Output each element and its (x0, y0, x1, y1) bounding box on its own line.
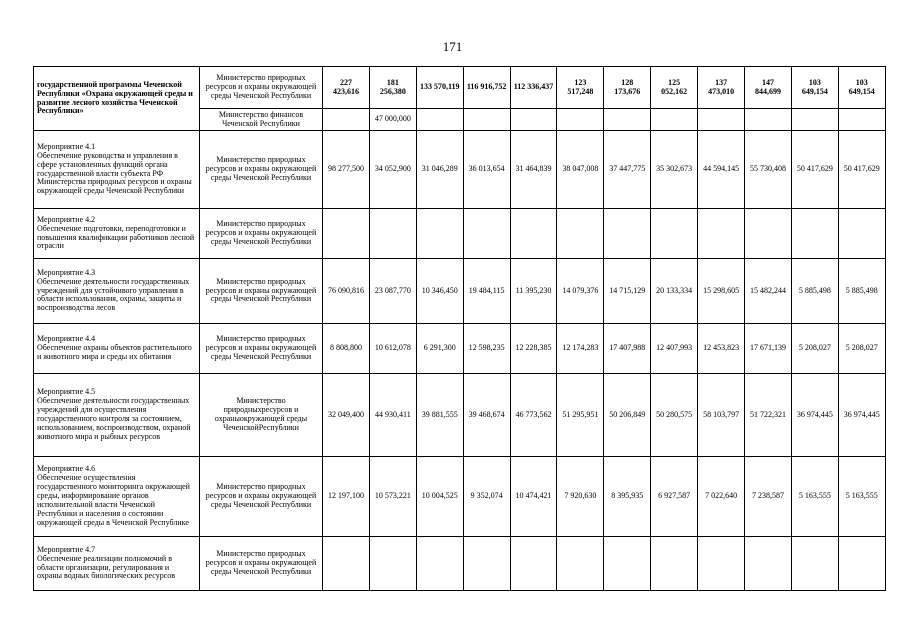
activity-row (34, 457, 886, 537)
executor-cell: Министерство природных ресурсов и охраны окружающей среды Чеченской Республики (200, 324, 323, 374)
value-cell: 39 881,555 (416, 374, 463, 457)
value-cell (416, 109, 463, 131)
value-cell (463, 109, 510, 131)
executor-cell: Министерство природных ресурсов и охраны окружающей среды Чеченской Республики (200, 209, 323, 259)
value-cell: 12 228,385 (510, 324, 557, 374)
activity-name-cell (34, 537, 200, 591)
value-cell (369, 537, 416, 591)
value-cell: 51 295,951 (557, 374, 604, 457)
activity-description: Обеспечение деятельности государственных учреждений для осуществления государственного контроля за состоянием, использованием, воспроизводством, охраной животного мира и рыбных ресурсов (37, 396, 191, 441)
executor-cell: Министерство природных ресурсов и охраны окружающей среды Чеченской Республики (200, 67, 323, 109)
value-cell: 9 352,074 (463, 457, 510, 537)
value-cell: 17 407,988 (604, 324, 651, 374)
value-cell: 50 280,575 (651, 374, 698, 457)
value-cell: 46 773,562 (510, 374, 557, 457)
executor-cell: Министерство природных ресурсов и охраны окружающей среды Чеченской Республики (200, 537, 323, 591)
value-cell (651, 209, 698, 259)
value-cell: 7 238,587 (745, 457, 792, 537)
page-number: 171 (442, 39, 463, 54)
value-cell (604, 537, 651, 591)
value-cell: 8 395,935 (604, 457, 651, 537)
activity-row (34, 259, 886, 324)
value-cell: 20 133,334 (651, 259, 698, 324)
value-cell: 112 336,437 (510, 67, 557, 109)
activity-title: Мероприятие 4.7 (37, 544, 96, 554)
program-name-cell: государственной программы Чеченской Республики «Охрана окружающей среды и развитие лесного хозяйства Чеченской Республики» (34, 67, 200, 131)
value-cell: 31 046,289 (416, 131, 463, 209)
activity-row (34, 209, 886, 259)
value-cell: 55 730,408 (745, 131, 792, 209)
value-cell: 10 004,525 (416, 457, 463, 537)
value-cell: 36 974,445 (838, 374, 885, 457)
executor-cell: Министерство природных ресурсов и охраны окружающей среды Чеченской Республики (200, 259, 323, 324)
value-cell (463, 537, 510, 591)
value-cell: 11 395,230 (510, 259, 557, 324)
value-cell: 36 013,654 (463, 131, 510, 209)
value-cell: 31 464,839 (510, 131, 557, 209)
value-cell: 5 163,555 (791, 457, 838, 537)
activity-row (34, 374, 886, 457)
value-cell (698, 209, 745, 259)
activity-title: Мероприятие 4.1 (37, 141, 96, 151)
value-cell: 10 573,221 (369, 457, 416, 537)
value-cell: 5 163,555 (838, 457, 885, 537)
value-cell: 10 474,421 (510, 457, 557, 537)
executor-cell: Министерство финансов Чеченской Республики (200, 109, 323, 131)
value-cell (698, 537, 745, 591)
activity-title: Мероприятие 4.4 (37, 334, 96, 344)
value-cell (510, 537, 557, 591)
value-cell: 15 298,605 (698, 259, 745, 324)
value-cell (745, 109, 792, 131)
value-cell: 12 407,993 (651, 324, 698, 374)
value-cell (463, 209, 510, 259)
value-cell: 128 173,676 (604, 67, 651, 109)
value-cell (651, 537, 698, 591)
value-cell (604, 209, 651, 259)
value-cell: 14 079,376 (557, 259, 604, 324)
value-cell: 7 022,640 (698, 457, 745, 537)
value-cell: 6 927,587 (651, 457, 698, 537)
value-cell (838, 209, 885, 259)
value-cell (791, 209, 838, 259)
activity-name-cell (34, 324, 200, 374)
value-cell: 7 920,630 (557, 457, 604, 537)
value-cell: 34 052,900 (369, 131, 416, 209)
activity-name-cell (34, 259, 200, 324)
activity-row (34, 324, 886, 374)
activity-description: Обеспечение охраны объектов растительного и животного мира и среды их обитания (37, 343, 192, 361)
value-cell (651, 109, 698, 131)
value-cell: 76 090,816 (323, 259, 370, 324)
value-cell (745, 537, 792, 591)
value-cell (510, 209, 557, 259)
value-cell: 116 916,752 (463, 67, 510, 109)
value-cell: 38 047,008 (557, 131, 604, 209)
value-cell (838, 537, 885, 591)
executor-cell: Министерство природных ресурсов и охраны окружающей среды Чеченской Республики (200, 457, 323, 537)
value-cell: 5 885,498 (838, 259, 885, 324)
activity-description: Обеспечение осуществления государственного мониторинга окружающей среды, информирование органов исполнительной власти Чеченской Республики и населения о состоянии окружающей среды в Чеченской Республике (37, 473, 190, 527)
value-cell: 5 208,027 (838, 324, 885, 374)
activity-name-cell (34, 131, 200, 209)
value-cell: 15 482,244 (745, 259, 792, 324)
value-cell: 147 844,699 (745, 67, 792, 109)
activity-title: Мероприятие 4.5 (37, 387, 96, 397)
value-cell: 181 256,380 (369, 67, 416, 109)
value-cell: 36 974,445 (791, 374, 838, 457)
budget-table (33, 66, 886, 591)
value-cell: 17 671,139 (745, 324, 792, 374)
activity-description: Обеспечение подготовки, переподготовки и повышения квалификации работников лесной отрасли (37, 223, 195, 251)
value-cell: 98 277,500 (323, 131, 370, 209)
value-cell (698, 109, 745, 131)
activity-description: Обеспечение реализации полномочий в области организации, регулирования и охраны водных биологических ресурсов (37, 553, 176, 581)
value-cell: 12 174,283 (557, 324, 604, 374)
value-cell: 14 715,129 (604, 259, 651, 324)
activity-title: Мероприятие 4.6 (37, 464, 96, 474)
value-cell (838, 109, 885, 131)
value-cell (323, 537, 370, 591)
value-cell (791, 109, 838, 131)
value-cell (323, 109, 370, 131)
value-cell: 125 052,162 (651, 67, 698, 109)
value-cell: 35 302,673 (651, 131, 698, 209)
value-cell: 227 423,616 (323, 67, 370, 109)
value-cell (745, 209, 792, 259)
value-cell: 137 473,010 (698, 67, 745, 109)
value-cell (791, 537, 838, 591)
value-cell (369, 209, 416, 259)
value-cell: 133 570,119 (416, 67, 463, 109)
activity-row (34, 537, 886, 591)
value-cell (557, 537, 604, 591)
value-cell: 10 612,078 (369, 324, 416, 374)
value-cell: 50 206,849 (604, 374, 651, 457)
value-cell (323, 209, 370, 259)
value-cell: 19 484,115 (463, 259, 510, 324)
activity-description: Обеспечение руководства и управления в сфере установленных функций органа государственной власти субъекта РФ Министерства природных ресурсов и охраны окружающей среды Чеченской Республики (37, 150, 192, 196)
value-cell: 44 930,411 (369, 374, 416, 457)
value-cell (510, 109, 557, 131)
value-cell: 103 649,154 (791, 67, 838, 109)
value-cell: 5 208,027 (791, 324, 838, 374)
value-cell: 5 885,498 (791, 259, 838, 324)
value-cell (557, 209, 604, 259)
value-cell: 123 517,248 (557, 67, 604, 109)
value-cell (604, 109, 651, 131)
value-cell (416, 209, 463, 259)
activity-name-cell (34, 209, 200, 259)
value-cell: 10 346,450 (416, 259, 463, 324)
value-cell: 12 197,100 (323, 457, 370, 537)
value-cell (557, 109, 604, 131)
activity-title: Мероприятие 4.3 (37, 267, 96, 277)
value-cell: 23 087,770 (369, 259, 416, 324)
value-cell: 12 453,823 (698, 324, 745, 374)
activity-name-cell (34, 457, 200, 537)
value-cell: 32 049,400 (323, 374, 370, 457)
activity-row (34, 131, 886, 209)
activity-name-cell (34, 374, 200, 457)
executor-cell: Министерство природныхресурсов и охраныокружающей среды ЧеченскойРеспублики (200, 374, 323, 457)
value-cell: 50 417,629 (838, 131, 885, 209)
value-cell: 12 598,235 (463, 324, 510, 374)
value-cell: 8 808,800 (323, 324, 370, 374)
value-cell: 50 417,629 (791, 131, 838, 209)
activity-title: Мероприятие 4.2 (37, 214, 96, 224)
value-cell: 58 103,797 (698, 374, 745, 457)
executor-cell: Министерство природных ресурсов и охраны окружающей среды Чеченской Республики (200, 131, 323, 209)
program-row (34, 67, 886, 109)
activity-description: Обеспечение деятельности государственных учреждений для устойчивого управления в области использования, охраны, защиты и воспроизводства лесов (37, 276, 190, 313)
value-cell: 47 000,000 (369, 109, 416, 131)
value-cell: 103 649,154 (838, 67, 885, 109)
value-cell (416, 537, 463, 591)
value-cell: 37 447,775 (604, 131, 651, 209)
value-cell: 44 594,145 (698, 131, 745, 209)
value-cell: 39 468,674 (463, 374, 510, 457)
value-cell: 51 722,321 (745, 374, 792, 457)
value-cell: 6 291,300 (416, 324, 463, 374)
